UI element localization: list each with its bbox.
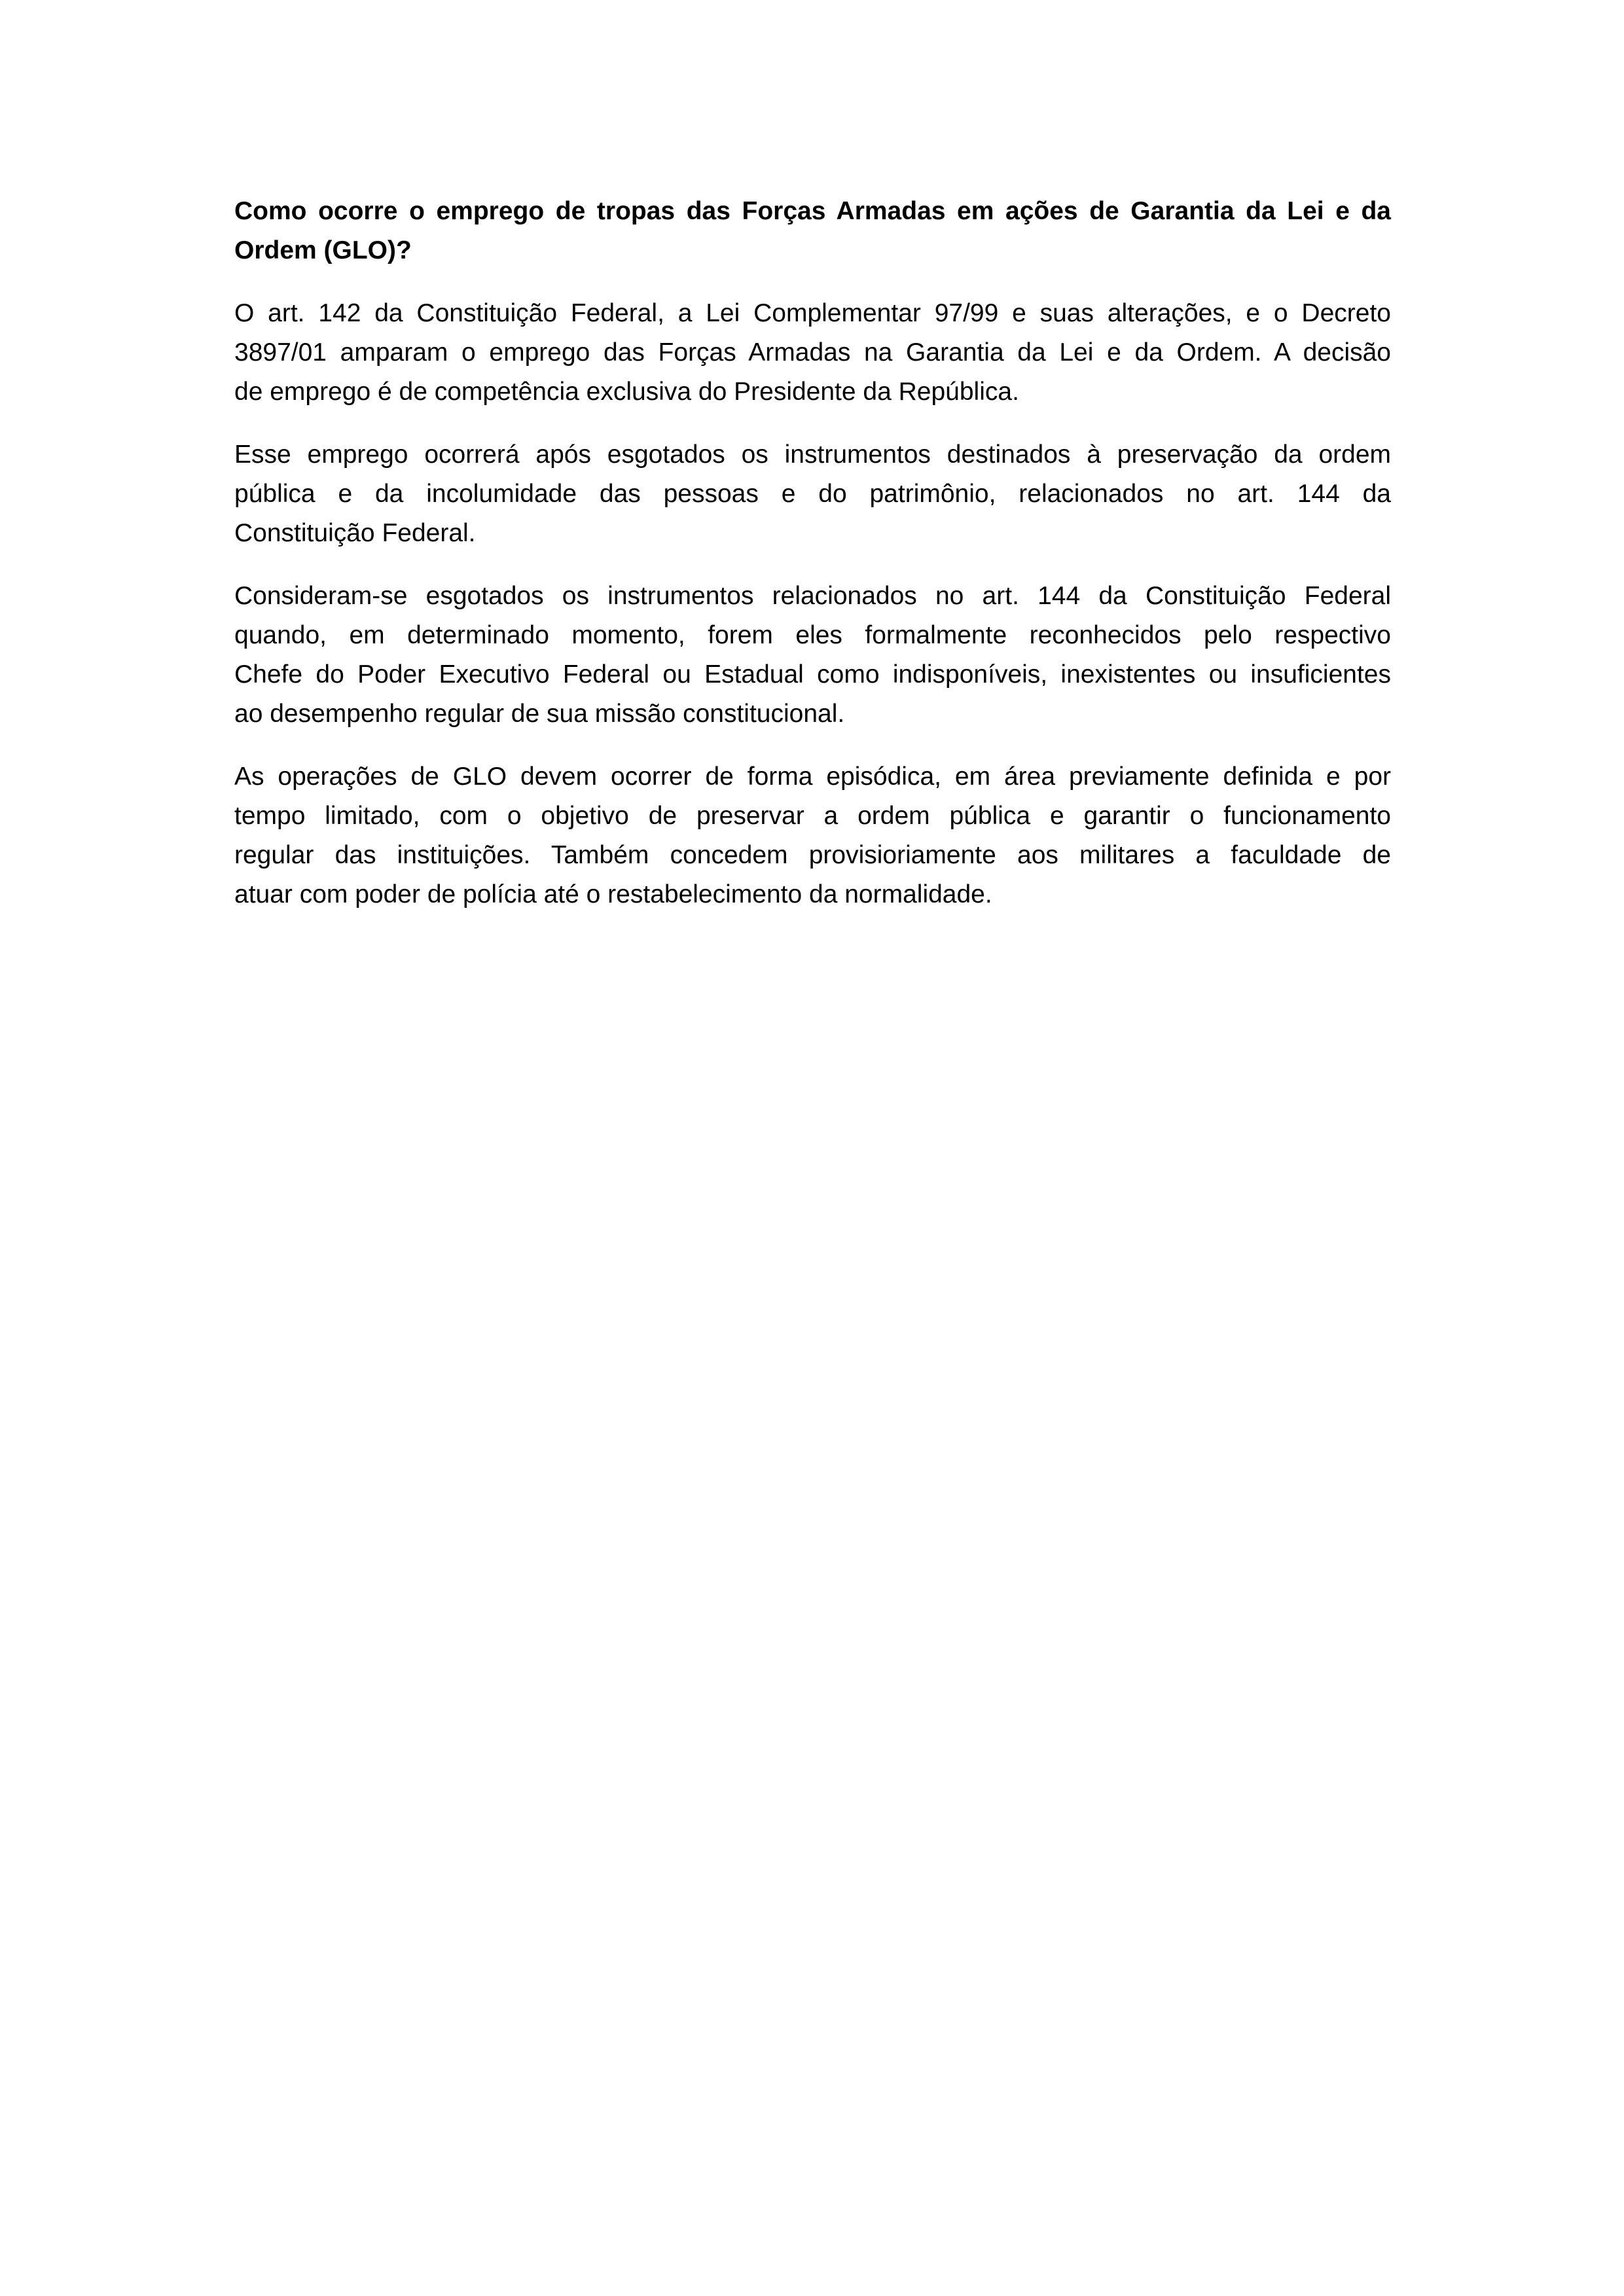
paragraph-line: Constituição Federal. <box>234 519 476 547</box>
paragraph-line: As operações de GLO devem ocorrer de forma episódica, em área previamente definida e por <box>234 762 1391 791</box>
paragraph-line: pública e da incolumidade das pessoas e do patrimônio, relacionados no art. 144 da <box>234 480 1391 508</box>
document-paragraph <box>234 757 1391 914</box>
paragraph-line: O art. 142 da Constituição Federal, a Lei Complementar 97/99 e suas alterações, e o Decreto <box>234 299 1391 327</box>
document-content <box>234 192 1391 938</box>
heading-line: Ordem (GLO)? <box>234 236 412 264</box>
paragraph-line: quando, em determinado momento, forem eles formalmente reconhecidos pelo respectivo <box>234 621 1391 649</box>
heading-line: Como ocorre o emprego de tropas das Forças Armadas em ações de Garantia da Lei e da <box>234 197 1391 225</box>
paragraph-line: de emprego é de competência exclusiva do Presidente da República. <box>234 378 1019 406</box>
document-paragraph <box>234 435 1391 553</box>
document-heading <box>234 192 1391 270</box>
paragraph-line: 3897/01 amparam o emprego das Forças Armadas na Garantia da Lei e da Ordem. A decisão <box>234 338 1391 367</box>
paragraph-line: Chefe do Poder Executivo Federal ou Estadual como indisponíveis, inexistentes ou insuficientes <box>234 660 1391 689</box>
paragraph-line: Esse emprego ocorrerá após esgotados os instrumentos destinados à preservação da ordem <box>234 440 1391 469</box>
paragraph-line: atuar com poder de polícia até o restabelecimento da normalidade. <box>234 880 992 908</box>
document-paragraph <box>234 294 1391 412</box>
paragraph-line: Consideram-se esgotados os instrumentos relacionados no art. 144 da Constituição Federal <box>234 582 1391 610</box>
paragraph-line: regular das instituições. Também concedem provisioriamente aos militares a faculdade de <box>234 841 1391 869</box>
paragraph-line: tempo limitado, com o objetivo de preservar a ordem pública e garantir o funcionamento <box>234 802 1391 830</box>
document-paragraph <box>234 577 1391 734</box>
paragraph-line: ao desempenho regular de sua missão constitucional. <box>234 700 845 728</box>
